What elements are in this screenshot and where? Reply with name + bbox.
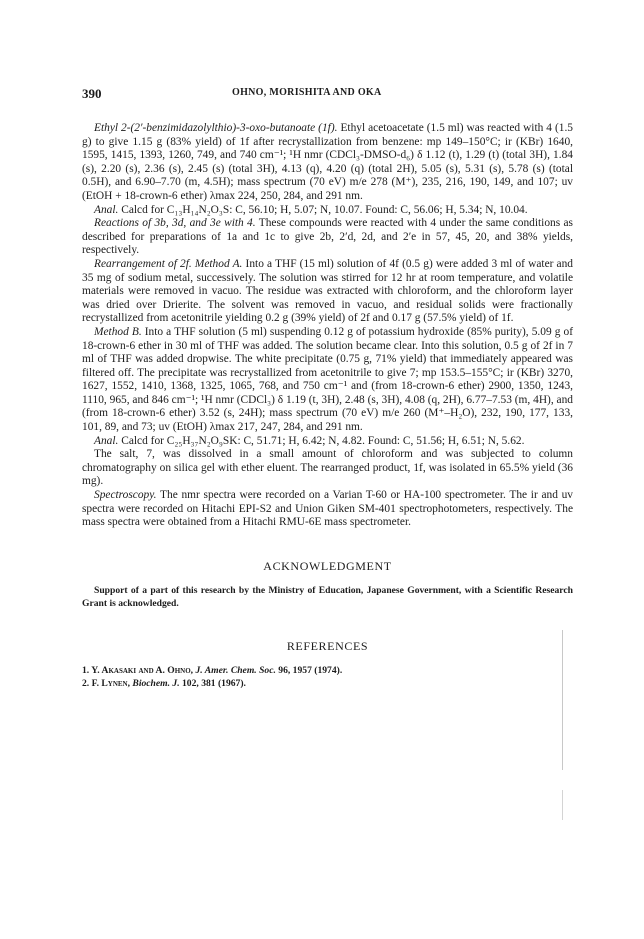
references-list — [82, 665, 573, 689]
paragraph-method-a — [82, 258, 573, 326]
reference-authors: 1. Y. Akasaki and A. Ohno, — [82, 665, 194, 677]
paragraph-reactions — [82, 217, 573, 258]
scan-margin-line — [562, 790, 563, 820]
references-heading: REFERENCES — [286, 638, 369, 653]
scan-margin-line — [562, 630, 563, 770]
paragraph-anal-1f — [82, 204, 573, 218]
paragraph-title: Rearrangement of 2f. Method A. — [94, 257, 243, 270]
reference-source: J. Amer. Chem. Soc. — [195, 665, 276, 677]
acknowledgment-text: Support of a part of this research by the Ministry of Education, Japanese Government, with a Scientific Research Grant is acknowledged. — [82, 585, 573, 609]
paragraph-anal-7 — [82, 435, 573, 449]
paragraph-text: Calcd for C₁₃H₁₄N₂O₃S: C, 56.10; H, 5.07; N, 10.07. Found: C, 56.06; H, 5.34; N, 10.04. — [121, 203, 528, 216]
paragraph-spectroscopy — [82, 489, 573, 530]
paragraph-salt — [82, 448, 573, 489]
paragraph-text: Into a THF (15 ml) solution of 4f (0.5 g) were added 3 ml of water and 35 mg of sodium metal, successively. The solution was stirred for 12 hr at room temperature, and volatile materials were removed in vacuo. The residue was extracted with chloroform, and the chloroform layer was dried over Drierite. The solvent was removed in vacuo, and residual solids were fractionally recrystallized from acetonitrile yielding 0.2 g (39% yield) of 2f and 0.17 g (57.5% yield) of 1f. — [82, 257, 574, 325]
paragraph-title: Method B. — [94, 325, 142, 338]
paragraph-text: The salt, 7, was dissolved in a small amount of chloroform and was subjected to column chromatography on silica gel with ether eluent. The rearranged product, 1f, was isolated in 65.5% yield (36 mg). — [82, 448, 573, 488]
paragraph-method-b — [82, 326, 573, 435]
running-head: OHNO, MORISHITA AND OKA — [232, 87, 382, 98]
paragraph-text: Into a THF solution (5 ml) suspending 0.12 g of potassium hydroxide (85% purity), 5.09 g of 18-crown-6 ether in 30 ml of THF was added. The solution became clear. Into this solution, 0.5 g of 2f in 7 ml of THF was added dropwise. The white precipitate (0.75 g, 71% yield) that immediately appeared was filtered off. The precipitate was recrystallized from acetonitrile to give 7; mp 153.5–155°C; ir (KBr) 3270, 1627, 1552, 1410, 1368, 1325, 1065, 768, and 750 cm⁻¹ and (from 18-crown-6 ether) 2900, 1350, 1243, 1110, 965, and 846 cm⁻¹; ¹H nmr (CDCl₃) δ 1.19 (t, 3H), 2.48 (s, 3H), 4.08 (q, 2H), 6.77–7.53 (m, 4H), and (from 18-crown-6 ether) 3.52 (s, 24H); mass spectrum (70 eV) m/e 260 (M⁺–H₂O), 232, 190, 177, 133, 101, 89, and 73; uv (EtOH) λmax 217, 247, 284, and 291 nm. — [82, 325, 573, 434]
paragraph-title: Anal. — [94, 203, 119, 216]
article-body — [82, 122, 573, 690]
paragraph-text: Ethyl acetoacetate (1.5 ml) was reacted with 4 (1.5 g) to give 1.15 g (83% yield) of 1f after recrystallization from benzene: mp 149–150°C; ir (KBr) 1640, 1595, 1415, 1393, 1260, 749, and 740 cm⁻¹; ¹H nmr (CDCl₃-DMSO-d₆) δ 1.12 (t), 1.29 (t) (total 3H), 1.84 (s), 2.20 (s), 2.36 (s), 2.45 (s) (total 3H), 4.13 (q), 4.20 (q) (total 2H), 5.05 (s), 5.31 (s), 5.78 (s) (total 0.5H), and 6.90–7.70 (m, 4.5H); mass spectrum (70 eV) m/e 278 (M⁺), 235, 216, 190, 149, and 107; uv (EtOH + 18-crown-6 ether) λmax 224, 250, 284, and 291 nm. — [82, 122, 573, 202]
reference-details: 96, 1957 (1974). — [278, 665, 343, 677]
page-number: 390 — [82, 86, 102, 101]
paragraph-text: These compounds were reacted with 4 under the same conditions as described for preparations of 1a and 1c to give 2b, 2′d, 2d, and 2′e in 57, 45, 20, and 38% yields, respectively. — [82, 217, 573, 257]
acknowledgment-heading: ACKNOWLEDGMENT — [263, 558, 392, 573]
paragraph-1f-synthesis — [82, 122, 573, 204]
paragraph-title: Anal. — [94, 434, 119, 447]
paragraph-title: Reactions of 3b, 3d, and 3e with 4. — [94, 217, 256, 230]
reference-authors: 2. F. Lynen, — [82, 677, 131, 689]
reference-details: 102, 381 (1967). — [182, 677, 246, 689]
page-header — [82, 86, 570, 102]
reference-source: Biochem. J. — [132, 677, 180, 689]
reference-item — [82, 678, 573, 690]
paragraph-title: Ethyl 2-(2′-benzimidazolylthio)-3-oxo-butanoate (1f). — [94, 122, 338, 134]
paragraph-text: The nmr spectra were recorded on a Varian T-60 or HA-100 spectrometer. The ir and uv spectra were recorded on Hitachi EPI-S2 and Union Giken SM-401 spectrophotometers, respectively. The mass spectra were obtained from a Hitachi RMU-6E mass spectrometer. — [82, 489, 573, 529]
paragraph-text: Calcd for C₂₅H₃₇N₂O₉SK: C, 51.71; H, 6.42; N, 4.82. Found: C, 51.56; H, 6.51; N, 5.62. — [121, 434, 525, 447]
paragraph-title: Spectroscopy. — [94, 489, 157, 502]
reference-item — [82, 665, 573, 677]
